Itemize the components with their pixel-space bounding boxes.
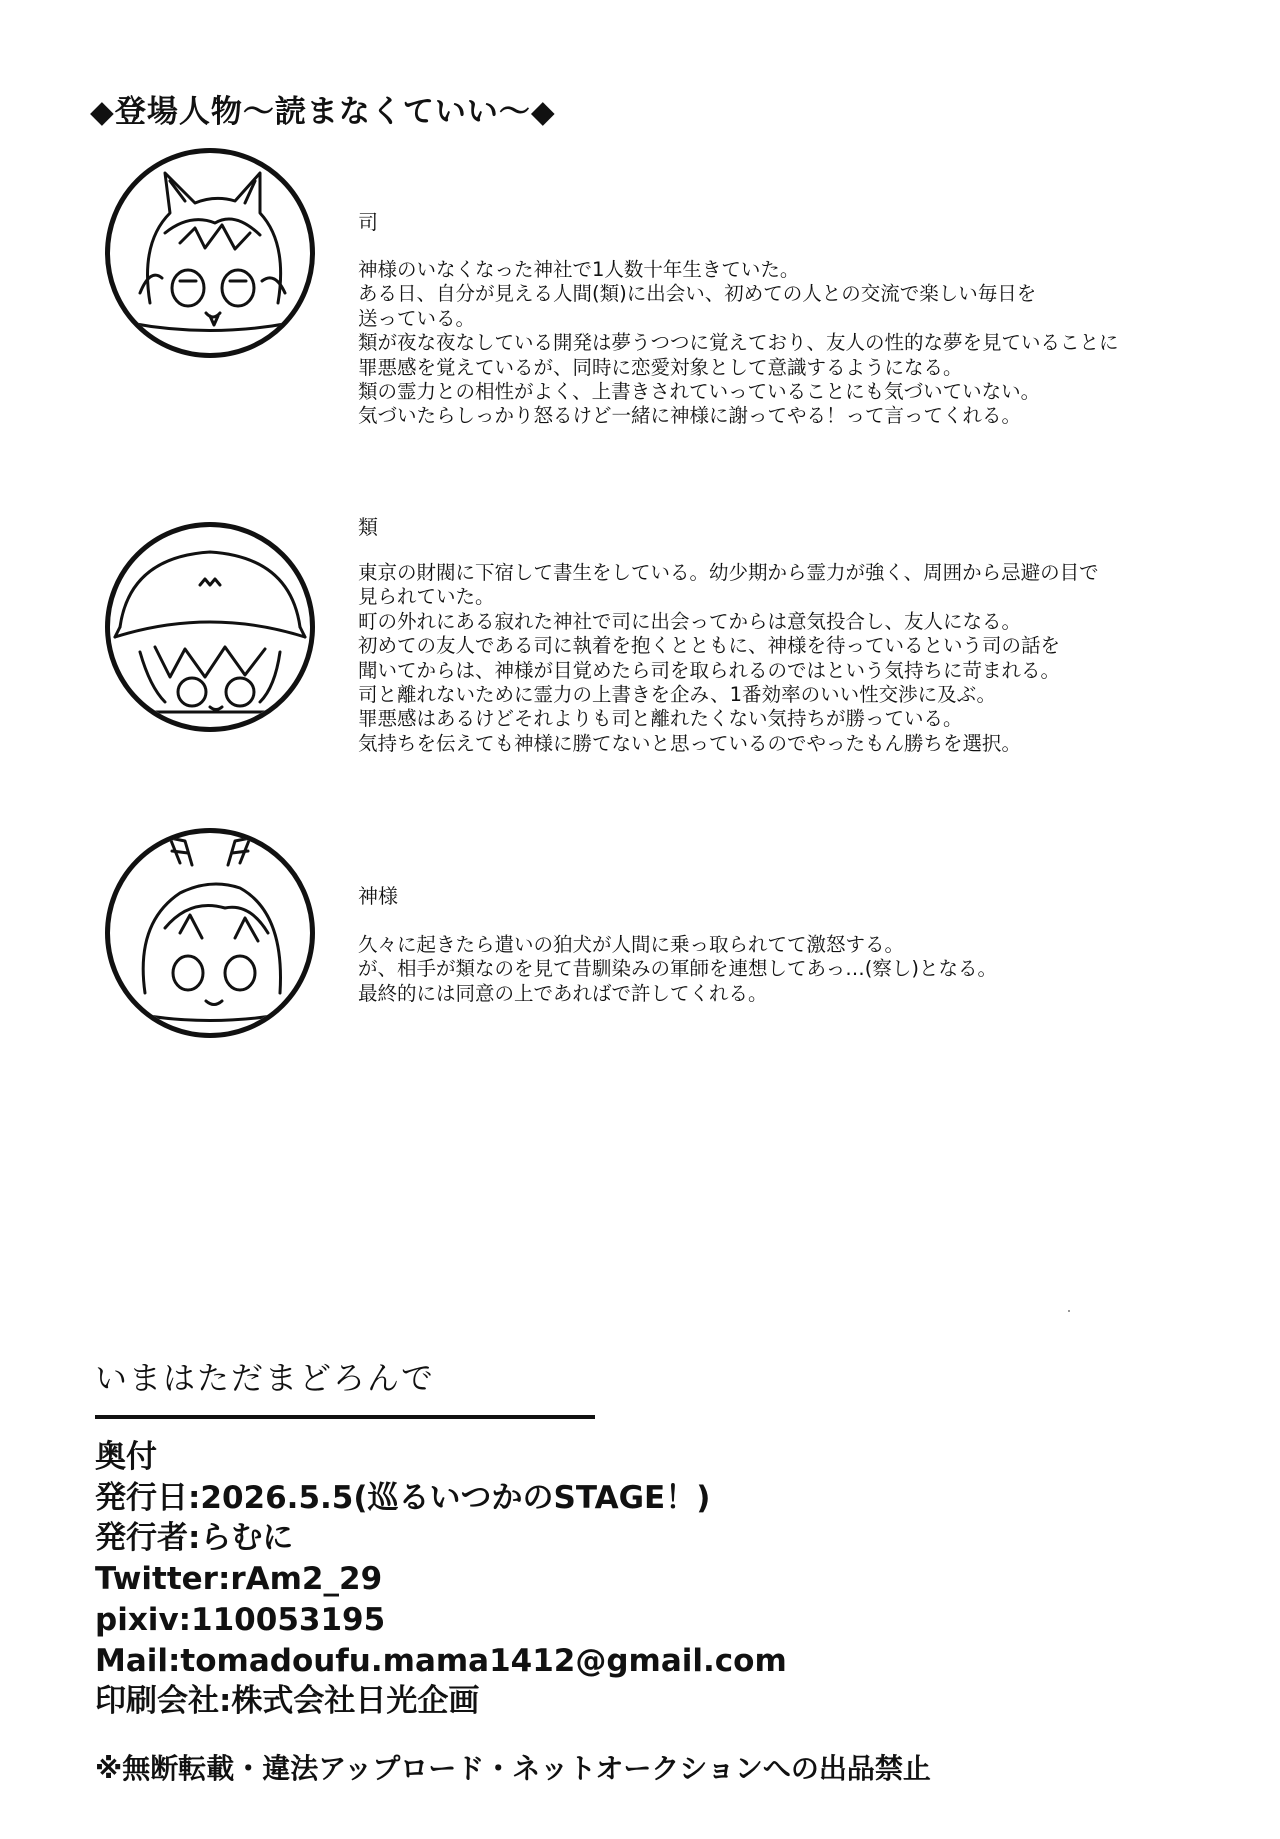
colophon-publisher: 発行者:らむに — [95, 1520, 294, 1557]
description-line: 初めての友人である司に執着を抱くとともに、神様を待っているという司の話を — [358, 634, 1061, 658]
description-line: 送っている。 — [358, 306, 476, 330]
horned-chibi-portrait-icon — [105, 828, 315, 1038]
character-name: 類 — [358, 515, 378, 539]
character-description — [358, 561, 1238, 756]
colophon-publish-date: 発行日:2026.5.5(巡るいつかのSTAGE！) — [95, 1479, 711, 1516]
description-line: 類の霊力との相性がよく、上書きされていっていることにも気づいていない。 — [358, 380, 1041, 404]
colophon-twitter: Twitter:rAm2_29 — [95, 1561, 383, 1598]
description-line: が、相手が類なのを見て昔馴染みの軍師を連想してあっ…(察し)となる。 — [358, 957, 998, 981]
character-description — [358, 258, 1238, 429]
character-description — [358, 933, 1238, 1006]
description-line: 罪悪感はあるけどそれよりも司と離れたくない気持ちが勝っている。 — [358, 707, 963, 731]
description-line: 久々に起きたら遣いの狛犬が人間に乗っ取られてて激怒する。 — [358, 933, 905, 956]
page-heading: ◆登場人物〜読まなくていい〜◆ — [90, 94, 556, 130]
description-line: 気づいたらしっかり怒るけど一緒に神様に謝ってやる！って言ってくれる。 — [358, 404, 1022, 428]
description-line: 神様のいなくなった神社で1人数十年生きていた。 — [358, 258, 800, 281]
title-underline — [95, 1415, 595, 1419]
description-line: 類が夜な夜なしている開発は夢うつつに覚えており、友人の性的な夢を見ていることに — [358, 331, 1119, 355]
book-title: いまはただまどろんで — [95, 1359, 436, 1397]
copyright-notice: ※無断転載・違法アップロード・ネットオークションへの出品禁止 — [95, 1752, 931, 1785]
colophon-printer: 印刷会社:株式会社日光企画 — [95, 1683, 480, 1720]
description-line: ある日、自分が見える人間(類)に出会い、初めての人との交流で楽しい毎日を — [358, 282, 1037, 306]
description-line: 東京の財閥に下宿して書生をしている。幼少期から霊力が強く、周囲から忌避の目で — [358, 561, 1099, 584]
description-line: 見られていた。 — [358, 585, 495, 609]
description-line: 町の外れにある寂れた神社で司に出会ってからは意気投合し、友人になる。 — [358, 609, 1022, 633]
description-line: 聞いてからは、神様が目覚めたら司を取られるのではという気持ちに苛まれる。 — [358, 658, 1061, 682]
description-line: 気持ちを伝えても神様に勝てないと思っているのでやったもん勝ちを選択。 — [358, 731, 1022, 755]
description-line: 罪悪感を覚えているが、同時に恋愛対象として意識するようになる。 — [358, 355, 963, 379]
colophon-heading: 奥付 — [95, 1439, 157, 1475]
description-line: 司と離れないために霊力の上書きを企み、1番効率のいい性交渉に及ぶ。 — [358, 683, 996, 707]
description-line: 最終的には同意の上であればで許してくれる。 — [358, 981, 768, 1005]
capped-chibi-portrait-icon — [105, 522, 315, 732]
colophon-pixiv: pixiv:110053195 — [95, 1601, 386, 1638]
character-name: 司 — [358, 210, 378, 234]
character-name: 神様 — [358, 884, 398, 908]
colophon-mail: Mail:tomadoufu.mama1412@gmail.com — [95, 1642, 787, 1679]
colophon — [95, 1437, 787, 1722]
fox-eared-chibi-portrait-icon — [105, 148, 315, 358]
print-speck — [1068, 1310, 1070, 1312]
